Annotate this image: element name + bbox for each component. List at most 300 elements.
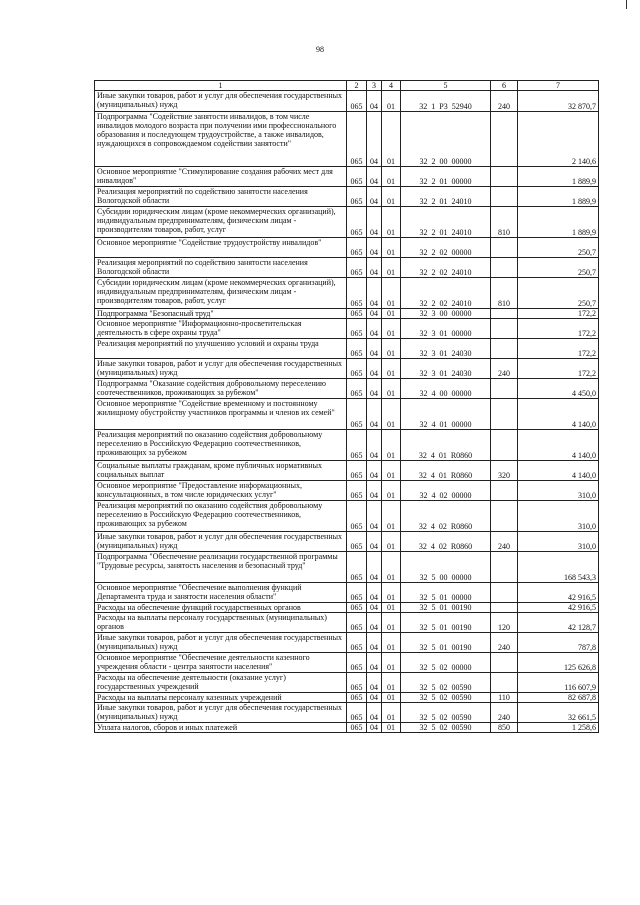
item-name: Реализация мероприятий по содействию занятости населения Вологодской области — [95, 187, 347, 207]
target-article-code — [401, 430, 491, 461]
table-row — [95, 461, 599, 481]
target-article-part: 01 — [439, 603, 448, 612]
code-065: 065 — [347, 673, 367, 693]
subsection-code: 01 — [382, 552, 401, 583]
code-065: 065 — [347, 91, 367, 112]
target-article-code — [401, 603, 491, 613]
table-row — [95, 653, 599, 673]
section-code: 04 — [367, 430, 382, 461]
target-article-code — [401, 723, 491, 733]
target-article-part: 32 — [419, 329, 428, 338]
target-article-part: 02 — [439, 713, 448, 722]
section-code: 04 — [367, 339, 382, 359]
target-article-part: 02 — [439, 299, 448, 308]
target-article-code — [401, 583, 491, 603]
item-name: Иные закупки товаров, работ и услуг для обеспечения государственных (муниципальных) нужд — [95, 532, 347, 552]
amount: 310,0 — [518, 532, 599, 552]
table-row — [95, 339, 599, 359]
table-row — [95, 552, 599, 583]
code-065: 065 — [347, 552, 367, 583]
subsection-code: 01 — [382, 112, 401, 167]
section-code: 04 — [367, 501, 382, 532]
target-article-part: R0860 — [450, 522, 473, 531]
subsection-code: 01 — [382, 430, 401, 461]
code-065: 065 — [347, 501, 367, 532]
target-article-part: 4 — [431, 491, 436, 500]
target-article-part: 5 — [431, 593, 436, 602]
target-article-part: 32 — [419, 573, 428, 582]
expense-type-code — [491, 399, 518, 430]
section-code: 04 — [367, 238, 382, 258]
target-article-part: 32 — [419, 723, 428, 732]
item-name: Подпрограмма "Обеспечение реализации государственной программы "Трудовые ресурсы, занятость населения и безопасный труд" — [95, 552, 347, 583]
code-065: 065 — [347, 359, 367, 379]
target-article-part: 32 — [419, 491, 428, 500]
target-article-part: 2 — [431, 197, 436, 206]
target-article-part: 24030 — [451, 349, 472, 358]
target-article-code — [401, 339, 491, 359]
target-article-part: R0860 — [450, 471, 473, 480]
section-code: 04 — [367, 583, 382, 603]
target-article-part: 00000 — [451, 329, 472, 338]
target-article-part: 2 — [431, 248, 436, 257]
code-065: 065 — [347, 238, 367, 258]
target-article-part: 5 — [431, 623, 436, 632]
target-article-code — [401, 112, 491, 167]
target-article-part: 32 — [419, 420, 428, 429]
table-row — [95, 723, 599, 733]
amount: 116 607,9 — [518, 673, 599, 693]
target-article-part: 00590 — [451, 723, 472, 732]
section-code: 04 — [367, 693, 382, 703]
section-code: 04 — [367, 399, 382, 430]
header-cell: 4 — [382, 81, 401, 91]
target-article-part: 02 — [439, 723, 448, 732]
target-article-part: 32 — [419, 157, 428, 166]
item-name: Иные закупки товаров, работ и услуг для обеспечения государственных (муниципальных) нужд — [95, 91, 347, 112]
table-row — [95, 430, 599, 461]
amount: 172,2 — [518, 319, 599, 339]
amount: 310,0 — [518, 501, 599, 532]
target-article-part: 32 — [419, 389, 428, 398]
table-row — [95, 481, 599, 501]
expense-type-code — [491, 167, 518, 187]
section-code: 04 — [367, 258, 382, 278]
code-065: 065 — [347, 278, 367, 309]
expense-type-code — [491, 258, 518, 278]
amount: 172,2 — [518, 359, 599, 379]
table-row — [95, 278, 599, 309]
subsection-code: 01 — [382, 379, 401, 399]
expense-type-code — [491, 583, 518, 603]
code-065: 065 — [347, 703, 367, 723]
target-article-code — [401, 481, 491, 501]
target-article-part: 01 — [439, 197, 448, 206]
expense-type-code: 240 — [491, 703, 518, 723]
expense-type-code — [491, 501, 518, 532]
target-article-part: 32 — [419, 309, 428, 318]
target-article-code — [401, 613, 491, 633]
code-065: 065 — [347, 339, 367, 359]
section-code: 04 — [367, 91, 382, 112]
target-article-part: 2 — [431, 157, 436, 166]
target-article-part: 4 — [430, 451, 435, 460]
section-code: 04 — [367, 359, 382, 379]
target-article-part: 32 — [418, 451, 427, 460]
amount: 1 889,9 — [518, 207, 599, 238]
item-name: Иные закупки товаров, работ и услуг для обеспечения государственных (муниципальных) нужд — [95, 633, 347, 653]
target-article-code — [401, 278, 491, 309]
target-article-part: 00000 — [451, 420, 472, 429]
amount: 42 128,7 — [518, 613, 599, 633]
expense-type-code — [491, 673, 518, 693]
subsection-code: 01 — [382, 258, 401, 278]
item-name: Расходы на выплаты персоналу казенных учреждений — [95, 693, 347, 703]
target-article-part: 00590 — [451, 683, 472, 692]
subsection-code: 01 — [382, 613, 401, 633]
section-code: 04 — [367, 112, 382, 167]
header-cell: 7 — [518, 81, 599, 91]
item-name: Субсидии юридическим лицам (кроме некоммерческих организаций), индивидуальным предпринимателям, физическим лицам - производителям товаров, работ, услуг — [95, 278, 347, 309]
table-row — [95, 501, 599, 532]
target-article-part: 3 — [431, 309, 436, 318]
target-article-part: 02 — [439, 683, 448, 692]
subsection-code: 01 — [382, 278, 401, 309]
expense-type-code — [491, 379, 518, 399]
target-article-part: 5 — [431, 643, 436, 652]
subsection-code: 01 — [382, 481, 401, 501]
expense-type-code: 240 — [491, 91, 518, 112]
section-code: 04 — [367, 552, 382, 583]
scan-edge-mark — [626, 0, 627, 9]
target-article-part: 5 — [431, 603, 436, 612]
code-065: 065 — [347, 633, 367, 653]
section-code: 04 — [367, 319, 382, 339]
header-cell: 1 — [95, 81, 347, 91]
table-row — [95, 603, 599, 613]
target-article-part: 24010 — [451, 197, 472, 206]
table-row — [95, 91, 599, 112]
amount: 250,7 — [518, 258, 599, 278]
amount: 4 140,0 — [518, 461, 599, 481]
amount: 172,2 — [518, 309, 599, 319]
expense-type-code — [491, 238, 518, 258]
subsection-code: 01 — [382, 653, 401, 673]
target-article-part: 00000 — [451, 663, 472, 672]
item-name: Основное мероприятие "Информационно-просветительская деятельность в сфере охраны труда" — [95, 319, 347, 339]
target-article-part: 4 — [430, 542, 435, 551]
amount: 125 626,8 — [518, 653, 599, 673]
expense-type-code: 240 — [491, 633, 518, 653]
target-article-part: 01 — [439, 420, 448, 429]
target-article-part: 32 — [419, 349, 428, 358]
target-article-part: 32 — [419, 593, 428, 602]
target-article-part: 24010 — [451, 228, 472, 237]
subsection-code: 01 — [382, 359, 401, 379]
target-article-part: 00000 — [451, 309, 472, 318]
expense-type-code — [491, 552, 518, 583]
item-name: Подпрограмма "Безопасный труд" — [95, 309, 347, 319]
table-row — [95, 532, 599, 552]
target-article-part: 32 — [419, 693, 428, 702]
target-article-code — [401, 703, 491, 723]
amount: 250,7 — [518, 238, 599, 258]
amount: 4 140,0 — [518, 430, 599, 461]
target-article-part: 02 — [439, 491, 448, 500]
table-row — [95, 187, 599, 207]
target-article-part: 00000 — [451, 573, 472, 582]
table-row — [95, 319, 599, 339]
target-article-part: 02 — [439, 248, 448, 257]
amount: 2 140,6 — [518, 112, 599, 167]
amount: 4 450,0 — [518, 379, 599, 399]
target-article-code — [401, 532, 491, 552]
subsection-code: 01 — [382, 501, 401, 532]
section-code: 04 — [367, 653, 382, 673]
target-article-code — [401, 633, 491, 653]
section-code: 04 — [367, 703, 382, 723]
item-name: Иные закупки товаров, работ и услуг для обеспечения государственных (муниципальных) нужд — [95, 359, 347, 379]
target-article-part: 32 — [419, 228, 428, 237]
target-article-part: 24030 — [451, 369, 472, 378]
expense-type-code — [491, 481, 518, 501]
amount: 1 258,6 — [518, 723, 599, 733]
section-code: 04 — [367, 673, 382, 693]
target-article-part: 02 — [439, 693, 448, 702]
target-article-part: 32 — [419, 102, 428, 111]
code-065: 065 — [347, 187, 367, 207]
target-article-part: 01 — [439, 643, 448, 652]
target-article-part: 3 — [431, 369, 436, 378]
target-article-part: 5 — [431, 713, 436, 722]
target-article-part: 5 — [431, 683, 436, 692]
target-article-code — [401, 359, 491, 379]
section-code: 04 — [367, 633, 382, 653]
target-article-part: 02 — [438, 522, 447, 531]
expense-type-code — [491, 653, 518, 673]
subsection-code: 01 — [382, 693, 401, 703]
page-number: 98 — [316, 45, 324, 54]
expense-type-code: 320 — [491, 461, 518, 481]
table-row — [95, 693, 599, 703]
amount: 42 916,5 — [518, 603, 599, 613]
subsection-code: 01 — [382, 309, 401, 319]
subsection-code: 01 — [382, 633, 401, 653]
table-row — [95, 112, 599, 167]
section-code: 04 — [367, 613, 382, 633]
target-article-part: 02 — [439, 268, 448, 277]
target-article-part: R0860 — [450, 451, 473, 460]
item-name: Основное мероприятие "Стимулирование создания рабочих мест для инвалидов" — [95, 167, 347, 187]
header-cell: 5 — [401, 81, 491, 91]
table-row — [95, 613, 599, 633]
table-row — [95, 207, 599, 238]
expense-type-code — [491, 603, 518, 613]
amount: 250,7 — [518, 278, 599, 309]
target-article-part: 00000 — [451, 248, 472, 257]
subsection-code: 01 — [382, 603, 401, 613]
table-row — [95, 633, 599, 653]
code-065: 065 — [347, 319, 367, 339]
expense-type-code: 240 — [491, 359, 518, 379]
section-code: 04 — [367, 532, 382, 552]
target-article-part: 00190 — [451, 603, 472, 612]
target-article-code — [401, 167, 491, 187]
table-body — [95, 81, 599, 733]
target-article-part: 00000 — [451, 593, 472, 602]
section-code: 04 — [367, 167, 382, 187]
section-code: 04 — [367, 309, 382, 319]
target-article-code — [401, 693, 491, 703]
section-code: 04 — [367, 379, 382, 399]
expense-type-code: 850 — [491, 723, 518, 733]
target-article-code — [401, 319, 491, 339]
target-article-part: 32 — [419, 177, 428, 186]
target-article-part: 02 — [439, 663, 448, 672]
code-065: 065 — [347, 603, 367, 613]
target-article-part: 4 — [430, 471, 435, 480]
subsection-code: 01 — [382, 723, 401, 733]
subsection-code: 01 — [382, 583, 401, 603]
target-article-code — [401, 552, 491, 583]
amount: 32 870,7 — [518, 91, 599, 112]
table-row — [95, 258, 599, 278]
target-article-part: 3 — [431, 329, 436, 338]
subsection-code: 01 — [382, 532, 401, 552]
amount: 1 889,9 — [518, 167, 599, 187]
target-article-part: 4 — [431, 420, 436, 429]
code-065: 065 — [347, 583, 367, 603]
target-article-part: 01 — [438, 451, 447, 460]
target-article-code — [401, 91, 491, 112]
code-065: 065 — [347, 723, 367, 733]
target-article-part: 32 — [419, 603, 428, 612]
item-name: Иные закупки товаров, работ и услуг для обеспечения государственных (муниципальных) нужд — [95, 703, 347, 723]
section-code: 04 — [367, 207, 382, 238]
table-row — [95, 167, 599, 187]
target-article-part: 32 — [418, 522, 427, 531]
item-name: Субсидии юридическим лицам (кроме некоммерческих организаций), индивидуальным предпринимателям, физическим лицам - производителям товаров, работ, услуг — [95, 207, 347, 238]
target-article-part: 5 — [431, 723, 436, 732]
item-name: Реализация мероприятий по оказанию содействия добровольному переселению в Российскую Федерацию соотечественников, проживающих за рубежом — [95, 501, 347, 532]
section-code: 04 — [367, 603, 382, 613]
item-name: Уплата налогов, сборов и иных платежей — [95, 723, 347, 733]
section-code: 04 — [367, 461, 382, 481]
target-article-part: 01 — [439, 593, 448, 602]
subsection-code: 01 — [382, 399, 401, 430]
target-article-part: 32 — [419, 643, 428, 652]
subsection-code: 01 — [382, 673, 401, 693]
code-065: 065 — [347, 481, 367, 501]
header-cell: 3 — [367, 81, 382, 91]
code-065: 065 — [347, 207, 367, 238]
section-code: 04 — [367, 278, 382, 309]
table-row — [95, 583, 599, 603]
expense-type-code: 810 — [491, 207, 518, 238]
target-article-part: 00 — [439, 389, 448, 398]
code-065: 065 — [347, 112, 367, 167]
target-article-part: 32 — [419, 663, 428, 672]
target-article-part: 00590 — [451, 713, 472, 722]
expense-type-code — [491, 309, 518, 319]
item-name: Расходы на выплаты персоналу государственных (муниципальных) органов — [95, 613, 347, 633]
target-article-part: 5 — [431, 663, 436, 672]
item-name: Расходы на обеспечение деятельности (оказание услуг) государственных учреждений — [95, 673, 347, 693]
item-name: Реализация мероприятий по содействию занятости населения Вологодской области — [95, 258, 347, 278]
target-article-part: 00000 — [451, 491, 472, 500]
subsection-code: 01 — [382, 238, 401, 258]
subsection-code: 01 — [382, 207, 401, 238]
code-065: 065 — [347, 258, 367, 278]
amount: 168 543,3 — [518, 552, 599, 583]
target-article-part: 32 — [418, 471, 427, 480]
target-article-part: 2 — [431, 228, 436, 237]
target-article-part: 32 — [419, 369, 428, 378]
table-row — [95, 309, 599, 319]
expense-type-code — [491, 339, 518, 359]
target-article-part: 52940 — [451, 102, 472, 111]
target-article-part: 00 — [439, 157, 448, 166]
expense-type-code: 810 — [491, 278, 518, 309]
code-065: 065 — [347, 430, 367, 461]
expense-type-code — [491, 319, 518, 339]
target-article-part: 32 — [419, 623, 428, 632]
target-article-part: 00000 — [451, 177, 472, 186]
target-article-part: 32 — [419, 713, 428, 722]
subsection-code: 01 — [382, 167, 401, 187]
target-article-code — [401, 258, 491, 278]
code-065: 065 — [347, 309, 367, 319]
item-name: Основное мероприятие "Содействие временному и постоянному жилищному обустройству участников программы и членов их семей" — [95, 399, 347, 430]
target-article-part: 24010 — [451, 268, 472, 277]
target-article-part: 01 — [439, 228, 448, 237]
item-name: Основное мероприятие "Предоставление информационных, консультационных, в том числе юридических услуг" — [95, 481, 347, 501]
table-row — [95, 399, 599, 430]
expense-type-code — [491, 112, 518, 167]
target-article-part: 5 — [431, 573, 436, 582]
expense-type-code — [491, 187, 518, 207]
item-name: Реализация мероприятий по улучшению условий и охраны труда — [95, 339, 347, 359]
expense-type-code: 240 — [491, 532, 518, 552]
target-article-part: 32 — [419, 299, 428, 308]
table-row — [95, 359, 599, 379]
target-article-part: 01 — [439, 369, 448, 378]
subsection-code: 01 — [382, 461, 401, 481]
target-article-code — [401, 187, 491, 207]
target-article-part: 00000 — [451, 157, 472, 166]
target-article-part: 00590 — [451, 693, 472, 702]
subsection-code: 01 — [382, 319, 401, 339]
header-cell: 2 — [347, 81, 367, 91]
target-article-part: 3 — [431, 349, 436, 358]
target-article-part: 4 — [430, 522, 435, 531]
item-name: Основное мероприятие "Содействие трудоустройству инвалидов" — [95, 238, 347, 258]
amount: 787,8 — [518, 633, 599, 653]
table-row — [95, 238, 599, 258]
code-065: 065 — [347, 379, 367, 399]
section-code: 04 — [367, 723, 382, 733]
target-article-part: 2 — [431, 177, 436, 186]
subsection-code: 01 — [382, 703, 401, 723]
expense-type-code: 120 — [491, 613, 518, 633]
item-name: Подпрограмма "Содействие занятости инвалидов, в том числе инвалидов молодого возраста при получении ими профессионального образования и последующем трудоустройстве, а также инвалидов, нуждающихся в сопровождаемом содействии занятости" — [95, 112, 347, 167]
target-article-part: 32 — [419, 197, 428, 206]
item-name: Основное мероприятие "Обеспечение деятельности казенного учреждения области - центра занятости населения" — [95, 653, 347, 673]
subsection-code: 01 — [382, 91, 401, 112]
target-article-code — [401, 309, 491, 319]
target-article-part: Р3 — [439, 102, 448, 111]
section-code: 04 — [367, 187, 382, 207]
